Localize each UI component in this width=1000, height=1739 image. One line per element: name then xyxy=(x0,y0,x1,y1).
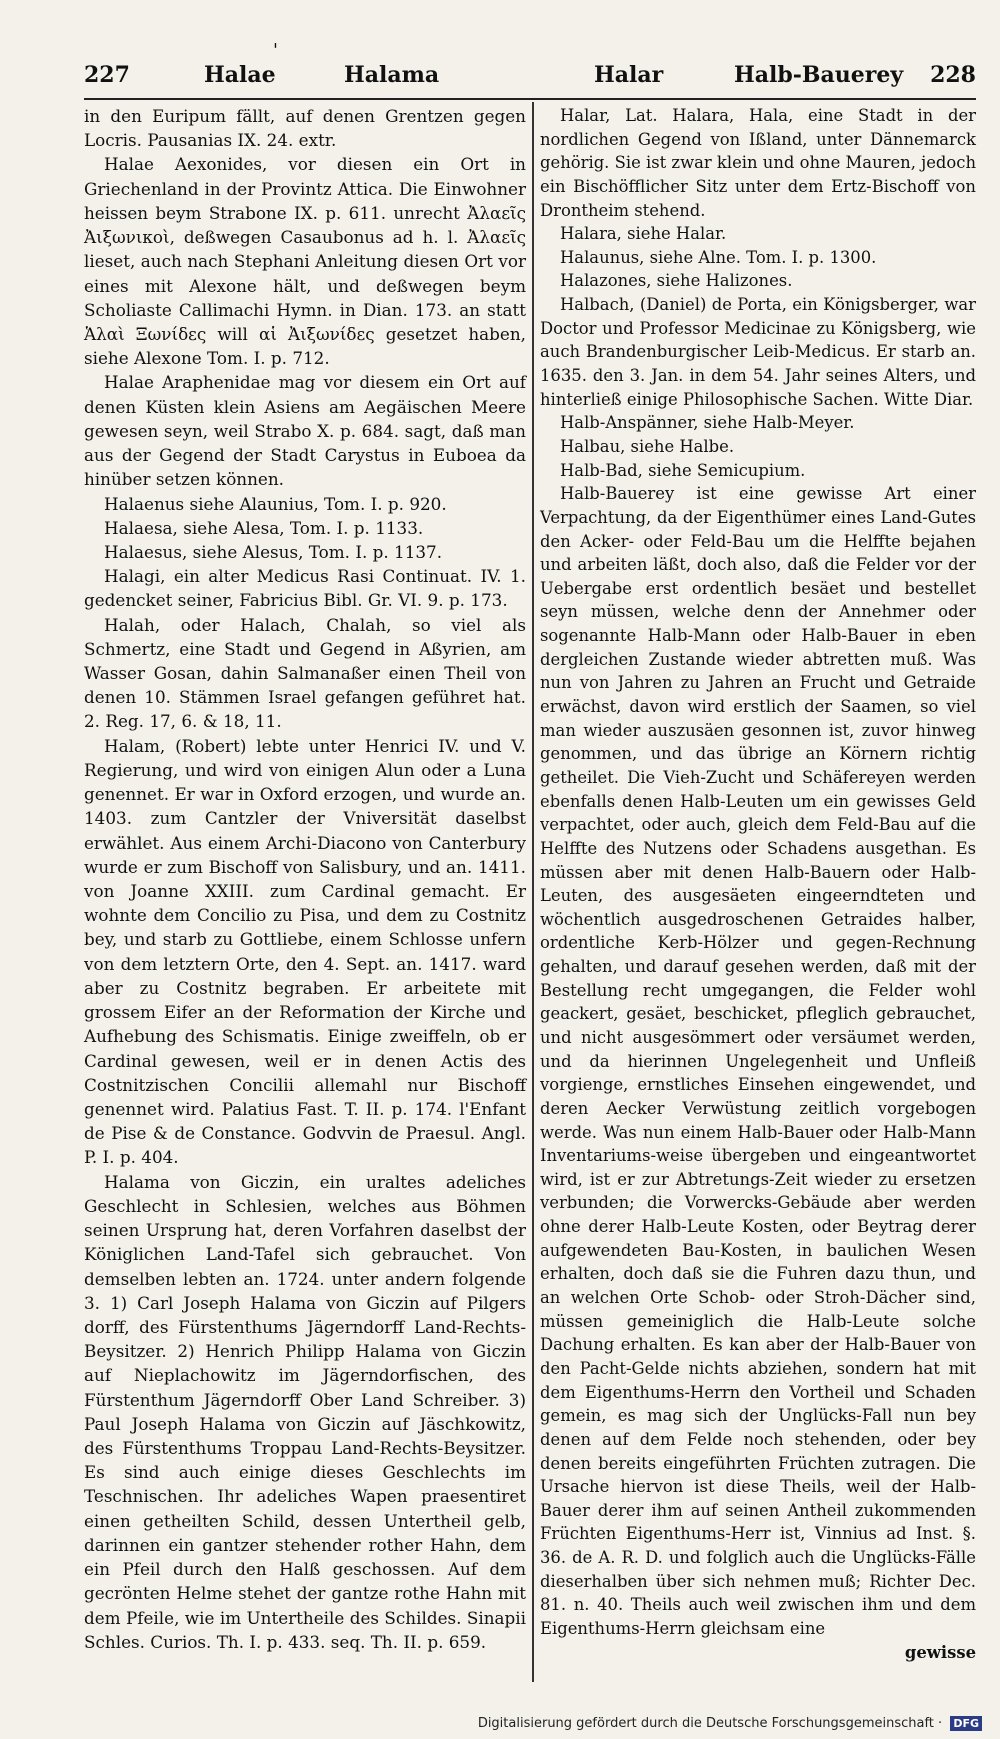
credit-text: Digitalisierung gefördert durch die Deutsche Forschungsgemeinschaft · xyxy=(477,1716,943,1731)
entry-text: Halb-Bauerey ist eine gewisse Art einer Verpachtung, da der Eigenthümer eines Land-Gutes den Acker- oder Feld-Bau um die Helffte bejahen und arbeiten läßt, doch also, daß die Felder vor der Uebergabe erst ordentlich besäet und bestellet seyn müssen, welche denn der Annehmer oder sogenannte Halb-Mann oder Halb-Bauer in eben dergleichen Zustande wieder abtretten muß. Was nun von Jahren zu Jahren an Frucht und Getraide erwächst, davon wird erstlich der Saamen, so viel man wieder auszusäen gesonnen ist, zuvor hinweg genommen, und das übrige an Körnern richtig getheilet. Die Vieh-Zucht und Schäfereyen werden ebenfalls denen Halb-Leuten um ein gewisses Geld verpachtet, oder auch, gleich dem Feld-Bau auf die Helffte des Nutzens oder Schadens ausgethan. Es müssen aber mit denen Halb-Bauern oder Halb-Leuten, des ausgesäeten eingeerndteten und wöchentlich ausgedroschenen Getraides halber, ordentliche Kerb-Hölzer und gegen-Rechnung gehalten, und darauf gesehen werden, daß mit der Bestellung recht umgegangen, die Felder wohl geackert, gesäet, beschicket, pfleglich gebrauchet, und nicht ausgesömmert oder versäumet werden, und da hierinnen Ungelegenheit und Unfleiß vorgienge, ernstliches Einsehen eingewendet, und deren Aecker Verwüstung zeitlich vorgebogen werde. Was nun einem Halb-Bauer oder Halb-Mann Inventariums-weise übergeben und eingeantwortet wird, ist er zur Abtretungs-Zeit wieder zu ersetzen verbunden; die Vorwercks-Gebäude aber werden ohne derer Halb-Leute Kosten, oder Beytrag derer aufgewendeten Bau-Kosten, in baulichen Wesen erhalten, doch daß sie die Fuhren dazu thun, und an welchen Orte Schob- oder Stroh-Dächer sind, müssen gemeiniglich die Halb-Leute solche Dachung erhalten. Es kan aber der Halb-Bauer von den Pacht-Gelde nichts abziehen, sondern hat mit dem Eigenthums-Herrn den Vortheil und Schaden gemein, es mag sich der Unglücks-Fall nun bey denen auf dem Felde noch stehenden, oder bey denen bereits eingeführten Früchten zutragen. Die Ursache hiervon ist diese Theils, weil der Halb-Bauer derer ihm auf seinen Antheil zukommenden Früchten Eigenthums-Herr ist, Vinnius ad Inst. §. 36. de A. R. D. und folglich auch die Unglücks-Fälle dieserhalben über sich nehmen muß; Richter Dec. 81. n. 40. Theils auch weil zwischen ihm und dem Eigenthums-Herrn gleichsam eine xyxy=(540,484,976,1638)
entry-text: Halbach, (Daniel) de Porta, ein Königsberger, war Doctor und Professor Medicinae zu Königsberg, wie auch Brandenburgischer Leib-Medicus. Er starb an. 1635. den 3. Jan. in dem 54. Jahr seines Alters, und hinterließ einige Philosophische Sachen. Witte Diar. xyxy=(540,295,976,409)
entry-text: Halara, siehe Halar. xyxy=(560,224,727,244)
entry-text: Halaunus, siehe Alne. Tom. I. p. 1300. xyxy=(560,247,877,267)
entry-text: Halae Aexonides, vor diesen ein Ort in Griechenland in der Provintz Attica. Die Einwohner heissen beym Strabone IX. p. 611. unrecht Ἀλαεῖς Ἀιξωνικοὶ, deßwegen Casaubonus ad h. l. Ἀλαεῖς lieset, auch nach Stephani Anleitung diesen Ort vor eines mit Alexone hält, und deßwegen beym Scholiaste Callimachi Hymn. in Dian. 173. an statt Ἁλαὶ Ξωνίδες will αἱ Ἀιξωνίδες gesetzet haben, siehe Alexone Tom. I. p. 712. xyxy=(84,154,526,369)
entry-text: Halaenus siehe Alaunius, Tom. I. p. 920. xyxy=(104,493,447,514)
left-column xyxy=(84,104,526,1654)
page-number-right: 228 xyxy=(930,62,976,88)
catchword: gewisse xyxy=(904,1642,976,1662)
entry-text: Halama von Giczin, ein uraltes adeliches Geschlecht in Schlesien, welches aus Böhmen seinen Ursprung hat, deren Vorfahren daselbst der Königlichen Land-Tafel sich gebrauchet. Von demselben lebten an. 1724. unter andern folgende 3. 1) Carl Joseph Halama von Giczin auf Pilgers dorff, des Fürstenthums Jägerndorff Land-Rechts-Beysitzer. 2) Henrich Philipp Halama von Giczin auf Nieplachowitz im Jägerndorfischen, des Fürstenthum Jägerndorff Ober Land Schreiber. 3) Paul Joseph Halama von Giczin auf Jäschkowitz, des Fürstenthums Troppau Land-Rechts-Beysitzer. Es sind auch einige dieses Geschlechts im Teschnischen. Ihr adeliches Wapen praesentiret einen getheilten Schild, dessen Untertheil gelb, darinnen ein gantzer stehender rother Hahn, dem ein Pfeil durch den Halß geschossen. Auf dem gecrönten Helme stehet der gantze rothe Hahn mit dem Pfeile, wie im Untertheile des Schildes. Sinapii Schles. Curios. Th. I. p. 433. seq. Th. II. p. 659. xyxy=(84,1171,526,1652)
header-headword-left-2: Halama xyxy=(344,62,440,88)
entry-text: Halar, Lat. Halara, Hala, eine Stadt in der nordlichen Gegend von Ißland, unter Dännemarck gehörig. Sie ist zwar klein und ohne Mauren, jedoch ein Bischöfflicher Sitz unter dem Ertz-Bischoff von Drontheim stehend. xyxy=(540,106,977,220)
printer-mark: ' xyxy=(273,40,278,61)
dfg-logo: DFG xyxy=(950,1716,982,1731)
header-headword-right-2: Halb-Bauerey xyxy=(734,62,904,88)
header-rule xyxy=(84,98,976,100)
entry-text: Halb-Anspänner, siehe Halb-Meyer. xyxy=(560,413,855,433)
entry-text: in den Euripum fällt, auf denen Grentzen gegen Locris. Pausanias IX. 24. extr. xyxy=(84,106,526,151)
entry-text: Halagi, ein alter Medicus Rasi Continuat. IV. 1. gedencket seiner, Fabricius Bibl. Gr. VI. 9. p. 173. xyxy=(84,566,526,611)
column-divider xyxy=(532,102,534,1682)
entry-text: Halaesus, siehe Alesus, Tom. I. p. 1137. xyxy=(104,541,443,562)
digitization-credit xyxy=(478,1716,982,1731)
running-header xyxy=(84,62,976,96)
entry-text: Halbau, siehe Halbe. xyxy=(560,436,735,456)
entry-text: Halam, (Robert) lebte unter Henrici IV. und V. Regierung, und wird von einigen Alun oder a Luna genennet. Er war in Oxford erzogen, und wurde an. 1403. zum Cantzler der Vniversität daselbst erwählet. Aus einem Archi-Diacono von Canterbury wurde er zum Bischoff von Salisbury, und an. 1411. von Joanne XXIII. zum Cardinal gemacht. Er wohnte dem Concilio zu Pisa, und dem zu Costnitz bey, und starb zu Gottliebe, einem Schlosse unfern von dem letztern Orte, den 4. Sept. an. 1417. ward aber zu Costnitz begraben. Er arbeitete mit grossem Eifer an der Reformation der Kirche und Aufhebung des Schismatis. Einige zweiffeln, ob er Cardinal gewesen, weil er in denen Actis des Costnitzischen Concilii allemahl nur Bischoff genennet wird. Palatius Fast. T. II. p. 174. l'Enfant de Pise & de Constance. Godvvin de Praesul. Angl. P. I. p. 404. xyxy=(84,735,526,1168)
entry-text: Halaesa, siehe Alesa, Tom. I. p. 1133. xyxy=(104,517,424,538)
entry-text: Halah, oder Halach, Chalah, so viel als Schmertz, eine Stadt und Gegend in Aßyrien, am Wasser Gosan, dahin Salmanaßer einen Theil von denen 10. Stämmen Israel gefangen geführet hat. 2. Reg. 17, 6. & 18, 11. xyxy=(84,614,526,732)
entry-text: Halazones, siehe Halizones. xyxy=(560,271,793,291)
right-column xyxy=(540,104,976,1664)
page-number-left: 227 xyxy=(84,62,130,88)
entry-text: Halb-Bad, siehe Semicupium. xyxy=(560,460,806,480)
header-headword-right-1: Halar xyxy=(594,62,664,88)
header-headword-left-1: Halae xyxy=(204,62,276,88)
entry-text: Halae Araphenidae mag vor diesem ein Ort auf denen Küsten klein Asiens am Aegäischen Meere gewesen seyn, weil Strabo X. p. 684. sagt, daß man aus der Gegend der Stadt Carystus in Euboea da hinüber setzen können. xyxy=(84,372,526,490)
